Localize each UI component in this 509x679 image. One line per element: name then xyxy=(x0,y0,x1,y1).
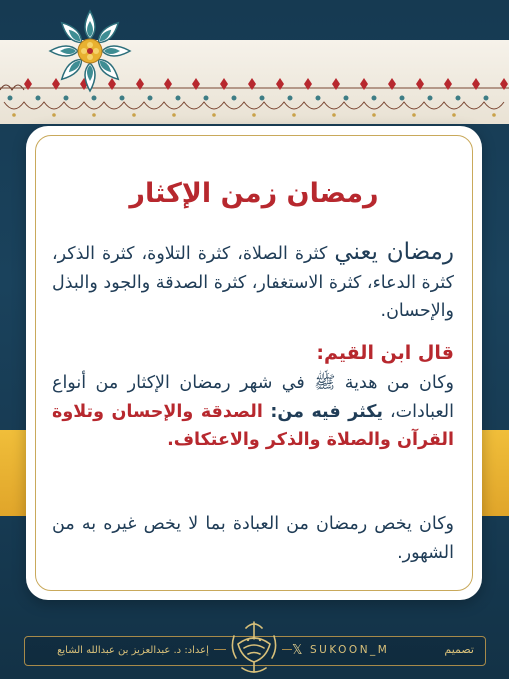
quote-acts: الصدقة والإحسان وتلاوة القرآن والصلاة والذكر والاعتكاف. xyxy=(52,401,454,450)
design-label: تصميم xyxy=(444,643,474,656)
content-card xyxy=(26,126,482,600)
design-credit xyxy=(292,643,482,657)
credit-text: إعداد: د. عبدالعزيز بن عبدالله الشايع xyxy=(57,645,209,656)
calligraphy-logo-icon xyxy=(226,618,282,676)
footer-divider-line xyxy=(214,649,226,650)
designer-handle: SUKOON_M xyxy=(310,644,390,656)
quote-text: وكان من هدية ﷺ في شهر رمضان الإكثار من أنواع العبادات، xyxy=(52,373,454,422)
quote-paragraph xyxy=(52,369,454,455)
intro-lead: رمضان يعني xyxy=(334,239,454,265)
intro-paragraph xyxy=(52,238,454,326)
rosette-ornament-icon xyxy=(48,6,132,96)
footer-divider-line xyxy=(282,649,292,650)
intro-text: كثرة الصلاة، كثرة التلاوة، كثرة الذكر، كثرة الدعاء، كثرة الاستغفار، كثرة الصدقة والجود والبذل والإحسان. xyxy=(52,244,454,321)
card-title: رمضان زمن الإكثار xyxy=(129,178,379,209)
x-logo-icon: 𝕏 xyxy=(292,643,303,658)
closing-paragraph: وكان يخص رمضان من العبادة بما لا يخص غيره به من الشهور. xyxy=(52,514,454,563)
quote-author: قال ابن القيم: xyxy=(316,342,454,364)
quote-emphasis: يكثر فيه من: xyxy=(270,401,383,422)
